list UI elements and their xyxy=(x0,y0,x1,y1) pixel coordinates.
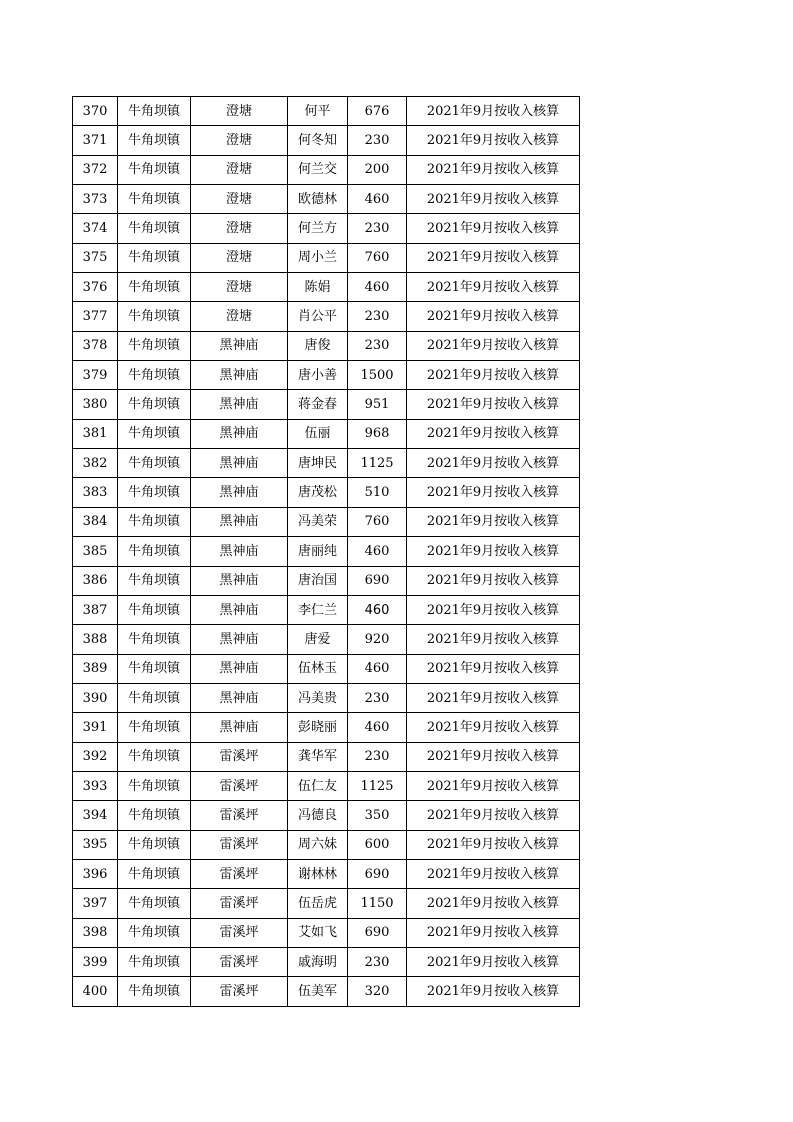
table-row xyxy=(73,478,580,507)
village-cell: 黑神庙 xyxy=(191,419,288,448)
row-number-cell: 394 xyxy=(73,801,118,830)
table-row xyxy=(73,977,580,1006)
village-cell: 雷溪坪 xyxy=(191,889,288,918)
note-cell: 2021年9月按收入核算 xyxy=(407,361,580,390)
row-number-cell: 390 xyxy=(73,683,118,712)
town-cell: 牛角坝镇 xyxy=(118,478,191,507)
row-number-cell: 377 xyxy=(73,302,118,331)
village-cell: 黑神庙 xyxy=(191,625,288,654)
note-cell: 2021年9月按收入核算 xyxy=(407,859,580,888)
village-cell: 澄塘 xyxy=(191,243,288,272)
row-number-cell: 397 xyxy=(73,889,118,918)
town-cell: 牛角坝镇 xyxy=(118,185,191,214)
note-cell: 2021年9月按收入核算 xyxy=(407,889,580,918)
table-row xyxy=(73,273,580,302)
amount-cell: 230 xyxy=(348,214,407,243)
amount-cell: 460 xyxy=(348,273,407,302)
note-cell: 2021年9月按收入核算 xyxy=(407,683,580,712)
row-number-cell: 375 xyxy=(73,243,118,272)
row-number-cell: 382 xyxy=(73,449,118,478)
town-cell: 牛角坝镇 xyxy=(118,155,191,184)
town-cell: 牛角坝镇 xyxy=(118,859,191,888)
name-cell: 陈娟 xyxy=(288,273,348,302)
amount-cell: 230 xyxy=(348,947,407,976)
row-number-cell: 383 xyxy=(73,478,118,507)
note-cell: 2021年9月按收入核算 xyxy=(407,126,580,155)
amount-cell: 460 xyxy=(348,595,407,624)
amount-cell: 1125 xyxy=(348,771,407,800)
name-cell: 伍岳虎 xyxy=(288,889,348,918)
row-number-cell: 399 xyxy=(73,947,118,976)
note-cell: 2021年9月按收入核算 xyxy=(407,419,580,448)
table-row xyxy=(73,449,580,478)
row-number-cell: 374 xyxy=(73,214,118,243)
village-cell: 黑神庙 xyxy=(191,361,288,390)
table-row xyxy=(73,742,580,771)
amount-cell: 690 xyxy=(348,566,407,595)
village-cell: 黑神庙 xyxy=(191,654,288,683)
village-cell: 澄塘 xyxy=(191,302,288,331)
name-cell: 唐治国 xyxy=(288,566,348,595)
note-cell: 2021年9月按收入核算 xyxy=(407,742,580,771)
note-cell: 2021年9月按收入核算 xyxy=(407,625,580,654)
town-cell: 牛角坝镇 xyxy=(118,683,191,712)
table-row xyxy=(73,830,580,859)
amount-cell: 600 xyxy=(348,830,407,859)
town-cell: 牛角坝镇 xyxy=(118,243,191,272)
town-cell: 牛角坝镇 xyxy=(118,419,191,448)
note-cell: 2021年9月按收入核算 xyxy=(407,977,580,1006)
amount-cell: 230 xyxy=(348,742,407,771)
amount-cell: 200 xyxy=(348,155,407,184)
village-cell: 雷溪坪 xyxy=(191,859,288,888)
amount-cell: 230 xyxy=(348,126,407,155)
table-row xyxy=(73,713,580,742)
table-row xyxy=(73,771,580,800)
row-number-cell: 370 xyxy=(73,97,118,126)
note-cell: 2021年9月按收入核算 xyxy=(407,947,580,976)
note-cell: 2021年9月按收入核算 xyxy=(407,185,580,214)
name-cell: 戚海明 xyxy=(288,947,348,976)
name-cell: 何冬知 xyxy=(288,126,348,155)
row-number-cell: 379 xyxy=(73,361,118,390)
note-cell: 2021年9月按收入核算 xyxy=(407,449,580,478)
village-cell: 雷溪坪 xyxy=(191,830,288,859)
table-row xyxy=(73,214,580,243)
town-cell: 牛角坝镇 xyxy=(118,507,191,536)
name-cell: 伍丽 xyxy=(288,419,348,448)
amount-cell: 760 xyxy=(348,243,407,272)
town-cell: 牛角坝镇 xyxy=(118,361,191,390)
row-number-cell: 391 xyxy=(73,713,118,742)
note-cell: 2021年9月按收入核算 xyxy=(407,302,580,331)
town-cell: 牛角坝镇 xyxy=(118,625,191,654)
amount-cell: 230 xyxy=(348,683,407,712)
table-row xyxy=(73,625,580,654)
amount-cell: 460 xyxy=(348,654,407,683)
note-cell: 2021年9月按收入核算 xyxy=(407,97,580,126)
village-cell: 澄塘 xyxy=(191,97,288,126)
town-cell: 牛角坝镇 xyxy=(118,302,191,331)
name-cell: 伍林玉 xyxy=(288,654,348,683)
row-number-cell: 373 xyxy=(73,185,118,214)
table-row xyxy=(73,126,580,155)
amount-cell: 230 xyxy=(348,331,407,360)
amount-cell: 460 xyxy=(348,185,407,214)
row-number-cell: 388 xyxy=(73,625,118,654)
note-cell: 2021年9月按收入核算 xyxy=(407,331,580,360)
name-cell: 李仁兰 xyxy=(288,595,348,624)
note-cell: 2021年9月按收入核算 xyxy=(407,595,580,624)
row-number-cell: 400 xyxy=(73,977,118,1006)
name-cell: 唐俊 xyxy=(288,331,348,360)
table-row xyxy=(73,361,580,390)
amount-cell: 460 xyxy=(348,537,407,566)
town-cell: 牛角坝镇 xyxy=(118,830,191,859)
town-cell: 牛角坝镇 xyxy=(118,977,191,1006)
note-cell: 2021年9月按收入核算 xyxy=(407,243,580,272)
row-number-cell: 384 xyxy=(73,507,118,536)
note-cell: 2021年9月按收入核算 xyxy=(407,918,580,947)
amount-cell: 760 xyxy=(348,507,407,536)
note-cell: 2021年9月按收入核算 xyxy=(407,478,580,507)
table-row xyxy=(73,889,580,918)
note-cell: 2021年9月按收入核算 xyxy=(407,801,580,830)
name-cell: 艾如飞 xyxy=(288,918,348,947)
row-number-cell: 396 xyxy=(73,859,118,888)
name-cell: 何兰方 xyxy=(288,214,348,243)
name-cell: 伍仁友 xyxy=(288,771,348,800)
row-number-cell: 372 xyxy=(73,155,118,184)
table-row xyxy=(73,331,580,360)
town-cell: 牛角坝镇 xyxy=(118,126,191,155)
town-cell: 牛角坝镇 xyxy=(118,449,191,478)
town-cell: 牛角坝镇 xyxy=(118,918,191,947)
note-cell: 2021年9月按收入核算 xyxy=(407,566,580,595)
note-cell: 2021年9月按收入核算 xyxy=(407,390,580,419)
note-cell: 2021年9月按收入核算 xyxy=(407,771,580,800)
town-cell: 牛角坝镇 xyxy=(118,273,191,302)
row-number-cell: 387 xyxy=(73,595,118,624)
row-number-cell: 385 xyxy=(73,537,118,566)
village-cell: 雷溪坪 xyxy=(191,771,288,800)
amount-cell: 690 xyxy=(348,918,407,947)
town-cell: 牛角坝镇 xyxy=(118,595,191,624)
village-cell: 雷溪坪 xyxy=(191,742,288,771)
town-cell: 牛角坝镇 xyxy=(118,889,191,918)
town-cell: 牛角坝镇 xyxy=(118,947,191,976)
name-cell: 唐小善 xyxy=(288,361,348,390)
row-number-cell: 395 xyxy=(73,830,118,859)
row-number-cell: 380 xyxy=(73,390,118,419)
town-cell: 牛角坝镇 xyxy=(118,771,191,800)
amount-cell: 350 xyxy=(348,801,407,830)
name-cell: 冯德良 xyxy=(288,801,348,830)
row-number-cell: 398 xyxy=(73,918,118,947)
table-row xyxy=(73,419,580,448)
name-cell: 周小兰 xyxy=(288,243,348,272)
village-cell: 澄塘 xyxy=(191,155,288,184)
amount-cell: 951 xyxy=(348,390,407,419)
village-cell: 雷溪坪 xyxy=(191,947,288,976)
row-number-cell: 386 xyxy=(73,566,118,595)
note-cell: 2021年9月按收入核算 xyxy=(407,713,580,742)
town-cell: 牛角坝镇 xyxy=(118,742,191,771)
table-row xyxy=(73,801,580,830)
village-cell: 黑神庙 xyxy=(191,390,288,419)
name-cell: 唐爱 xyxy=(288,625,348,654)
amount-cell: 460 xyxy=(348,713,407,742)
table-row xyxy=(73,859,580,888)
amount-cell: 1150 xyxy=(348,889,407,918)
town-cell: 牛角坝镇 xyxy=(118,390,191,419)
table-row xyxy=(73,654,580,683)
town-cell: 牛角坝镇 xyxy=(118,214,191,243)
village-cell: 黑神庙 xyxy=(191,566,288,595)
village-cell: 黑神庙 xyxy=(191,683,288,712)
village-cell: 澄塘 xyxy=(191,273,288,302)
table-row xyxy=(73,566,580,595)
amount-cell: 920 xyxy=(348,625,407,654)
name-cell: 肖公平 xyxy=(288,302,348,331)
town-cell: 牛角坝镇 xyxy=(118,331,191,360)
table-row xyxy=(73,683,580,712)
name-cell: 何平 xyxy=(288,97,348,126)
name-cell: 冯美荣 xyxy=(288,507,348,536)
village-cell: 澄塘 xyxy=(191,126,288,155)
village-cell: 黑神庙 xyxy=(191,507,288,536)
note-cell: 2021年9月按收入核算 xyxy=(407,830,580,859)
village-cell: 澄塘 xyxy=(191,214,288,243)
amount-cell: 690 xyxy=(348,859,407,888)
village-cell: 雷溪坪 xyxy=(191,918,288,947)
table-row xyxy=(73,185,580,214)
amount-cell: 320 xyxy=(348,977,407,1006)
name-cell: 何兰交 xyxy=(288,155,348,184)
table-row xyxy=(73,918,580,947)
village-cell: 黑神庙 xyxy=(191,713,288,742)
name-cell: 伍美军 xyxy=(288,977,348,1006)
town-cell: 牛角坝镇 xyxy=(118,713,191,742)
table-row xyxy=(73,595,580,624)
row-number-cell: 393 xyxy=(73,771,118,800)
table-body xyxy=(73,97,580,1007)
note-cell: 2021年9月按收入核算 xyxy=(407,507,580,536)
row-number-cell: 381 xyxy=(73,419,118,448)
name-cell: 谢林林 xyxy=(288,859,348,888)
amount-cell: 968 xyxy=(348,419,407,448)
town-cell: 牛角坝镇 xyxy=(118,654,191,683)
name-cell: 唐丽纯 xyxy=(288,537,348,566)
name-cell: 唐茂松 xyxy=(288,478,348,507)
name-cell: 蒋金春 xyxy=(288,390,348,419)
name-cell: 龚华军 xyxy=(288,742,348,771)
village-cell: 黑神庙 xyxy=(191,537,288,566)
table-row xyxy=(73,243,580,272)
name-cell: 唐坤民 xyxy=(288,449,348,478)
name-cell: 彭晓丽 xyxy=(288,713,348,742)
village-cell: 黑神庙 xyxy=(191,478,288,507)
note-cell: 2021年9月按收入核算 xyxy=(407,155,580,184)
row-number-cell: 392 xyxy=(73,742,118,771)
note-cell: 2021年9月按收入核算 xyxy=(407,273,580,302)
town-cell: 牛角坝镇 xyxy=(118,97,191,126)
table-row xyxy=(73,947,580,976)
row-number-cell: 376 xyxy=(73,273,118,302)
town-cell: 牛角坝镇 xyxy=(118,566,191,595)
town-cell: 牛角坝镇 xyxy=(118,801,191,830)
row-number-cell: 389 xyxy=(73,654,118,683)
name-cell: 欧德林 xyxy=(288,185,348,214)
amount-cell: 510 xyxy=(348,478,407,507)
row-number-cell: 378 xyxy=(73,331,118,360)
amount-cell: 676 xyxy=(348,97,407,126)
village-cell: 雷溪坪 xyxy=(191,801,288,830)
table-row xyxy=(73,97,580,126)
table-row xyxy=(73,507,580,536)
village-cell: 雷溪坪 xyxy=(191,977,288,1006)
village-cell: 黑神庙 xyxy=(191,449,288,478)
table-row xyxy=(73,302,580,331)
note-cell: 2021年9月按收入核算 xyxy=(407,654,580,683)
data-table xyxy=(72,96,580,1007)
amount-cell: 1500 xyxy=(348,361,407,390)
amount-cell: 230 xyxy=(348,302,407,331)
name-cell: 周六妹 xyxy=(288,830,348,859)
town-cell: 牛角坝镇 xyxy=(118,537,191,566)
note-cell: 2021年9月按收入核算 xyxy=(407,537,580,566)
row-number-cell: 371 xyxy=(73,126,118,155)
amount-cell: 1125 xyxy=(348,449,407,478)
note-cell: 2021年9月按收入核算 xyxy=(407,214,580,243)
village-cell: 黑神庙 xyxy=(191,595,288,624)
table-row xyxy=(73,390,580,419)
village-cell: 黑神庙 xyxy=(191,331,288,360)
table-row xyxy=(73,155,580,184)
table-row xyxy=(73,537,580,566)
village-cell: 澄塘 xyxy=(191,185,288,214)
name-cell: 冯美贵 xyxy=(288,683,348,712)
